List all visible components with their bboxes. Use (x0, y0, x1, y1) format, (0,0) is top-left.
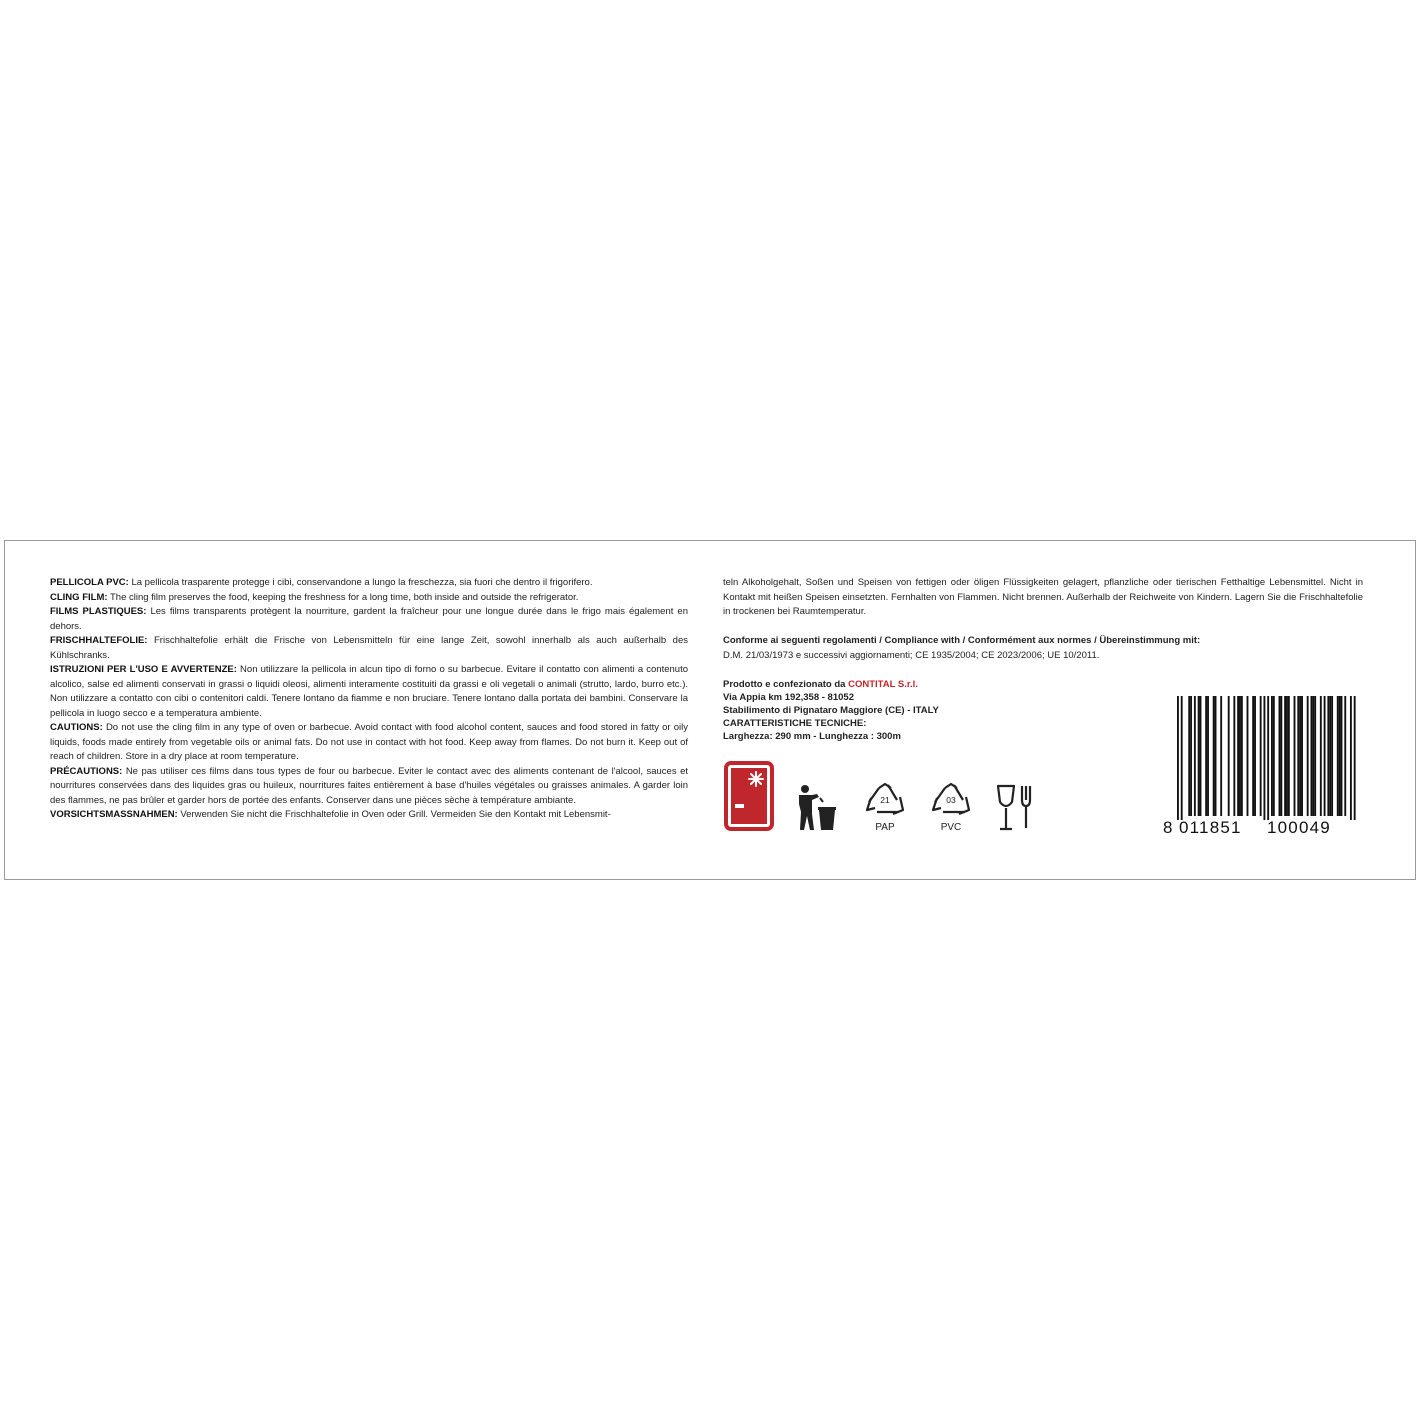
barcode-bar (1207, 696, 1209, 816)
instructions-column (50, 576, 688, 823)
paragraph-it-warnings: ISTRUZIONI PER L'USO E AVVERTENZE: Non utilizzare la pellicola in alcun tipo di forno o su barbecue. Evitare il contatto con alimenti a contenuto alcolico, salse ed alimenti conservati in grassi o liquidi oleosi, alimenti interamente costituiti da grassi e oli vegetali o animali (strutto, lardo, burro etc.). Non utilizzare a contatto con cibi o contenitori caldi. Tenere lontano da fiamme e non bruciare. Tenere lontano dalla portata dei bambini. Conservare la pellicola in luogo secco e a temperatura ambiente. (50, 664, 688, 719)
barcode-bar (1331, 696, 1333, 816)
pap-label: PAP (875, 822, 895, 833)
producer-block (723, 678, 939, 743)
recycle-pvc-icon (929, 782, 973, 834)
producer-plant: Stabilimento di Pignataro Maggiore (CE) - ITALY (723, 705, 939, 716)
barcode-bar (1341, 696, 1343, 816)
paragraph-fr-warnings: PRÉCAUTIONS: Ne pas utiliser ces films dans tous types de four ou barbecue. Eviter le contact avec des aliments contenant de l'alcool, sauces et nourritures conservées dans des liquides gras ou huileux, nourritures faites entièrement à base d'huiles végétales ou graisses animales. A garder loin des flammes, ne pas brûler et garder hors de portée des enfants. Conserver dans une pièces sèche à température ambiante. (50, 765, 688, 806)
compliance-text: D.M. 21/03/1973 e successivi aggiornamenti; CE 1935/2004; CE 2023/2006; UE 10/2011. (723, 649, 1100, 661)
trash-bin-icon (795, 784, 837, 832)
specs-title: CARATTERISTICHE TECNICHE: (723, 718, 867, 729)
barcode-bar (1263, 696, 1265, 820)
barcode-bar (1220, 696, 1222, 816)
barcode-bar (1284, 696, 1286, 816)
barcode-group-right: 100049 (1267, 818, 1331, 837)
barcode-bar (1297, 696, 1299, 816)
pvc-code: 03 (946, 795, 956, 805)
barcode-first-digit: 8 (1163, 818, 1174, 837)
barcode-bar (1271, 696, 1273, 816)
paragraph-de-intro: FRISCHHALTEFOLIE: Frischhaltefolie erhält die Frische von Lebensmitteln für eine lange Zeit, sowohl innerhalb als auch außerhalb des Kühlschranks. (50, 635, 688, 661)
producer-name: CONTITAL S.r.l. (848, 679, 918, 690)
label-panel (4, 540, 1416, 880)
barcode-bar (1194, 696, 1196, 816)
barcode-bar (1324, 696, 1326, 816)
barcode-bar (1312, 696, 1314, 816)
pap-code: 21 (880, 795, 890, 805)
barcode-bar (1200, 696, 1202, 816)
barcode-bar (1339, 696, 1341, 816)
barcode-bar (1260, 696, 1262, 816)
barcode-bar (1215, 696, 1217, 816)
barcode-bar (1354, 696, 1356, 820)
barcode-bar (1228, 696, 1230, 816)
freezer-icon (723, 760, 775, 832)
barcode-bar (1320, 696, 1322, 816)
barcode-bar (1294, 696, 1296, 816)
paragraph-fr-intro: FILMS PLASTIQUES: Les films transparents protègent la nourriture, gardent la fraîcheur pour une longue durée dans le frigo mais également en dehors. (50, 606, 688, 632)
barcode-bar (1273, 696, 1275, 816)
barcode-bar (1288, 696, 1290, 816)
producer-line: Prodotto e confezionato da CONTITAL S.r.l. (723, 679, 918, 690)
barcode-bar (1177, 696, 1179, 820)
barcode-bar (1190, 696, 1192, 816)
barcode-bar (1307, 696, 1309, 816)
barcode-bar (1254, 696, 1256, 816)
barcode-bar (1280, 696, 1282, 816)
barcode-bar (1299, 696, 1301, 816)
recycle-pap-icon (863, 782, 907, 834)
barcode-bar (1344, 696, 1346, 816)
barcode-bar (1241, 696, 1243, 816)
barcode-bar (1337, 696, 1339, 816)
compliance-title: Conforme ai seguenti regolamenti / Compliance with / Conformément aux normes / Übereinstimmung mit: (723, 635, 1201, 646)
paragraph-en-intro: CLING FILM: The cling film preserves the food, keeping the freshness for a long time, both inside and outside the refrigerator. (50, 591, 579, 603)
barcode-bar (1247, 696, 1249, 816)
barcode-bar (1237, 696, 1239, 816)
barcode-bar (1327, 696, 1329, 816)
barcode-bar (1198, 696, 1200, 816)
pvc-label: PVC (940, 822, 962, 833)
barcode-bar (1252, 696, 1254, 816)
barcode-bars (1163, 696, 1363, 820)
specs-values: Larghezza: 290 mm - Lunghezza : 300m (723, 731, 901, 742)
symbols-row (723, 760, 1053, 840)
barcode-bar (1310, 696, 1312, 816)
right-column (723, 576, 1363, 663)
barcode-bar (1188, 696, 1190, 816)
paragraph-de-warnings: VORSICHTSMASSNAHMEN: Verwenden Sie nicht die Frischhaltefolie in Oven oder Grill. Vermeiden Sie den Kontakt mit Lebensmit- (50, 809, 611, 820)
barcode-bar (1233, 696, 1235, 816)
paragraph-en-warnings: CAUTIONS: Do not use the cling film in any type of oven or barbecue. Avoid contact with food alcohol content, sauces and food stored in fatty or oily liquids, foods made entirely from vegetable oils or animal fats. Do not use in contact with hot food. Keep away from flames. Do not burn it. Keep out of reach of children. Store in a dry place at room temperature. (50, 722, 688, 762)
barcode (1163, 696, 1363, 838)
barcode-bar (1213, 696, 1215, 816)
barcode-bar (1239, 696, 1241, 816)
barcode-bar (1279, 696, 1281, 816)
food-safe-icon (995, 784, 1035, 832)
barcode-bar (1314, 696, 1316, 816)
producer-address: Via Appia km 192,358 - 81052 (723, 692, 854, 703)
paragraph-de-continuation: teln Alkoholgehalt, Soßen und Speisen von fettigen oder öligen Flüssigkeiten gelagert, pflanzliche oder tierischen Fetthaltige Lebensmittel. Nicht in Kontakt mit heißen Speisen einsetzten. Fernhalten von Flammen. Nicht brennen. Außerhalb der Reichweite von Kindern. Lagern Sie die Frischhaltefolie in trockenen bei Raumtemperatur. (723, 577, 1363, 617)
barcode-bar (1267, 696, 1269, 820)
barcode-bar (1181, 696, 1183, 820)
barcode-bar (1205, 696, 1207, 816)
barcode-bar (1350, 696, 1352, 820)
barcode-group-left: 011851 (1179, 818, 1242, 837)
barcode-bar (1286, 696, 1288, 816)
barcode-bar (1329, 696, 1331, 816)
paragraph-it-intro: PELLICOLA PVC: La pellicola trasparente protegge i cibi, conservandone a lungo la freschezza, sia fuori che dentro il frigorifero. (50, 577, 593, 588)
barcode-bar (1301, 696, 1303, 816)
